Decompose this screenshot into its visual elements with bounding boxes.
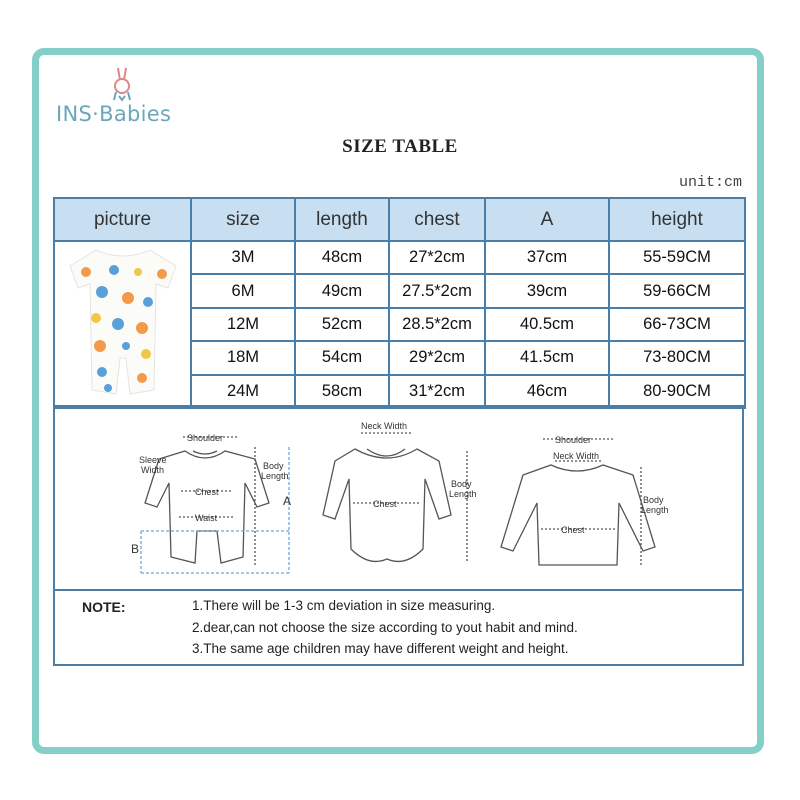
cell-a: 39cm xyxy=(485,274,609,307)
measurement-diagrams xyxy=(53,405,744,591)
romper-chest-label: Chest xyxy=(195,487,219,497)
note-line-3: 3.The same age children may have different weight and height. xyxy=(192,641,569,656)
shirt-body-length-label: Length xyxy=(641,505,669,515)
cell-a: 41.5cm xyxy=(485,341,609,374)
cell-chest: 29*2cm xyxy=(389,341,485,374)
romper-sleeve-width-label: Width xyxy=(141,465,165,475)
cell-chest: 31*2cm xyxy=(389,375,485,408)
diagrams-svg xyxy=(55,407,742,589)
brand-logo xyxy=(56,62,196,132)
cell-length: 58cm xyxy=(295,375,389,408)
romper-waist-label: Waist xyxy=(195,513,218,523)
cell-size: 12M xyxy=(191,308,295,341)
header-length: length xyxy=(295,198,389,241)
page-title: SIZE TABLE xyxy=(342,136,458,157)
header-size: size xyxy=(191,198,295,241)
cell-height: 66-73CM xyxy=(609,308,745,341)
cell-size: 3M xyxy=(191,241,295,274)
note-line-1: 1.There will be 1-3 cm deviation in size measuring. xyxy=(192,598,496,613)
cell-chest: 27*2cm xyxy=(389,241,485,274)
romper-picture xyxy=(54,241,191,408)
cell-height: 55-59CM xyxy=(609,241,745,274)
cell-chest: 27.5*2cm xyxy=(389,274,485,307)
shirt-body-label: Body xyxy=(643,495,664,505)
brand-name: INS·Babies xyxy=(56,102,172,126)
header-height: height xyxy=(609,198,745,241)
cell-height: 73-80CM xyxy=(609,341,745,374)
romper-shoulder-label: Shoulder xyxy=(187,433,224,443)
romper-sleeve-label: Sleeve xyxy=(139,455,167,465)
note-line-2: 2.dear,can not choose the size according to yout habit and mind. xyxy=(192,620,578,635)
romper-b-label: B xyxy=(131,542,140,556)
cell-length: 49cm xyxy=(295,274,389,307)
cell-size: 6M xyxy=(191,274,295,307)
cell-chest: 28.5*2cm xyxy=(389,308,485,341)
shirt-chest-label: Chest xyxy=(561,525,585,535)
cell-length: 54cm xyxy=(295,341,389,374)
cell-a: 40.5cm xyxy=(485,308,609,341)
romper-body-length-label: Length xyxy=(261,471,289,481)
table-row xyxy=(54,241,745,274)
romper-body-label: Body xyxy=(263,461,284,471)
cell-length: 52cm xyxy=(295,308,389,341)
note-label: NOTE: xyxy=(82,599,126,615)
shirt-shoulder-label: Shoulder xyxy=(555,435,592,445)
unit-label: unit:cm xyxy=(678,174,742,191)
cell-length: 48cm xyxy=(295,241,389,274)
cell-size: 18M xyxy=(191,341,295,374)
bodysuit-body-length-label: Length xyxy=(449,489,477,499)
header-a: A xyxy=(485,198,609,241)
header-picture: picture xyxy=(54,198,191,241)
cell-height: 80-90CM xyxy=(609,375,745,408)
cell-a: 37cm xyxy=(485,241,609,274)
romper-image xyxy=(56,242,190,402)
cell-size: 24M xyxy=(191,375,295,408)
bodysuit-body-label: Body xyxy=(451,479,472,489)
romper-a-label: A xyxy=(283,494,292,508)
cell-a: 46cm xyxy=(485,375,609,408)
bodysuit-neck-label: Neck Width xyxy=(361,421,408,431)
cell-height: 59-66CM xyxy=(609,274,745,307)
bunny-logo-icon xyxy=(108,66,138,102)
size-table xyxy=(53,197,746,409)
bodysuit-chest-label: Chest xyxy=(373,499,397,509)
header-chest: chest xyxy=(389,198,485,241)
bodysuit-diagram xyxy=(323,433,467,563)
shirt-neck-label: Neck Width xyxy=(553,451,600,461)
table-header-row xyxy=(54,198,745,241)
